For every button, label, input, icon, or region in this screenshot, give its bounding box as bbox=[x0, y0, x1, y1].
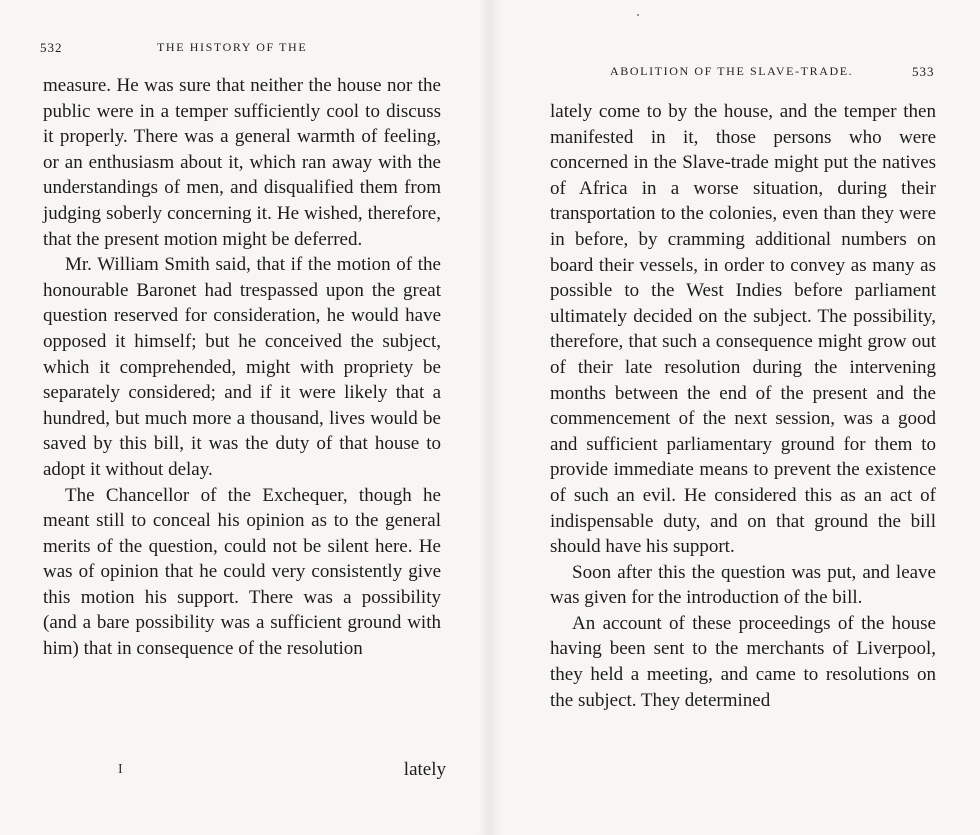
left-paragraph-1: measure. He was sure that neither the house nor the public were in a temper sufficiently cool to discuss it properly. There was a general warmth of feeling, or an enthusiasm about it, which ran away with the understandings of men, and disqualified them from judging soberly concerning it. He wished, therefore, that the present motion might be deferred. bbox=[43, 75, 441, 250]
signature-mark: I bbox=[118, 762, 123, 777]
right-paragraph-2: Soon after this the question was put, and leave was given for the introduction of the bill. bbox=[550, 561, 936, 609]
left-running-head: THE HISTORY OF THE bbox=[157, 40, 308, 54]
left-paragraph-2: Mr. William Smith said, that if the motion of the honourable Baronet had trespassed upon the great question reserved for consideration, he would have opposed it himself; but he conceived the subject, which it comprehended, might with propriety be separately considered; and if it were likely that a hundred, but much more a thousand, lives would be saved by this bill, it was the duty of that house to adopt it without delay. bbox=[43, 254, 441, 480]
right-page-number: 533 bbox=[912, 64, 935, 79]
right-running-head: ABOLITION OF THE SLAVE-TRADE. bbox=[610, 64, 854, 78]
left-body-text bbox=[43, 73, 441, 662]
right-paragraph-1: lately come to by the house, and the temper then manifested in it, those persons who were concerned in the Slave-trade might put the natives of Africa in a worse situation, during their transportation to the colonies, even than they were in before, by cramming additional numbers on board their vessels, in order to convey as many as possible to the West Indies before parliament ultimately decided on the subject. The possibility, therefore, that such a consequence might grow out of their late resolution during the intervening months between the end of the present and the commencement of the next session, was a good and sufficient parliamentary ground for them to provide immediate means to prevent the existence of such an evil. He considered this as an act of indispensable duty, and on that ground the bill should have his support. bbox=[550, 101, 936, 558]
left-page-number: 532 bbox=[40, 40, 63, 55]
right-body-text bbox=[550, 99, 936, 713]
right-page bbox=[490, 0, 980, 835]
left-paragraph-3: The Chancellor of the Exchequer, though he meant still to conceal his opinion as to the general merits of the question, could not be silent here. He was of opinion that he could very consistently give this motion his support. There was a possibility (and a bare possibility was a sufficient ground with him) that in consequence of the resolution bbox=[43, 484, 441, 660]
right-paragraph-3: An account of these proceedings of the house having been sent to the merchants of Liverpool, they held a meeting, and came to resolutions on the subject. They determined bbox=[550, 612, 936, 711]
left-catchword: lately bbox=[403, 759, 446, 780]
